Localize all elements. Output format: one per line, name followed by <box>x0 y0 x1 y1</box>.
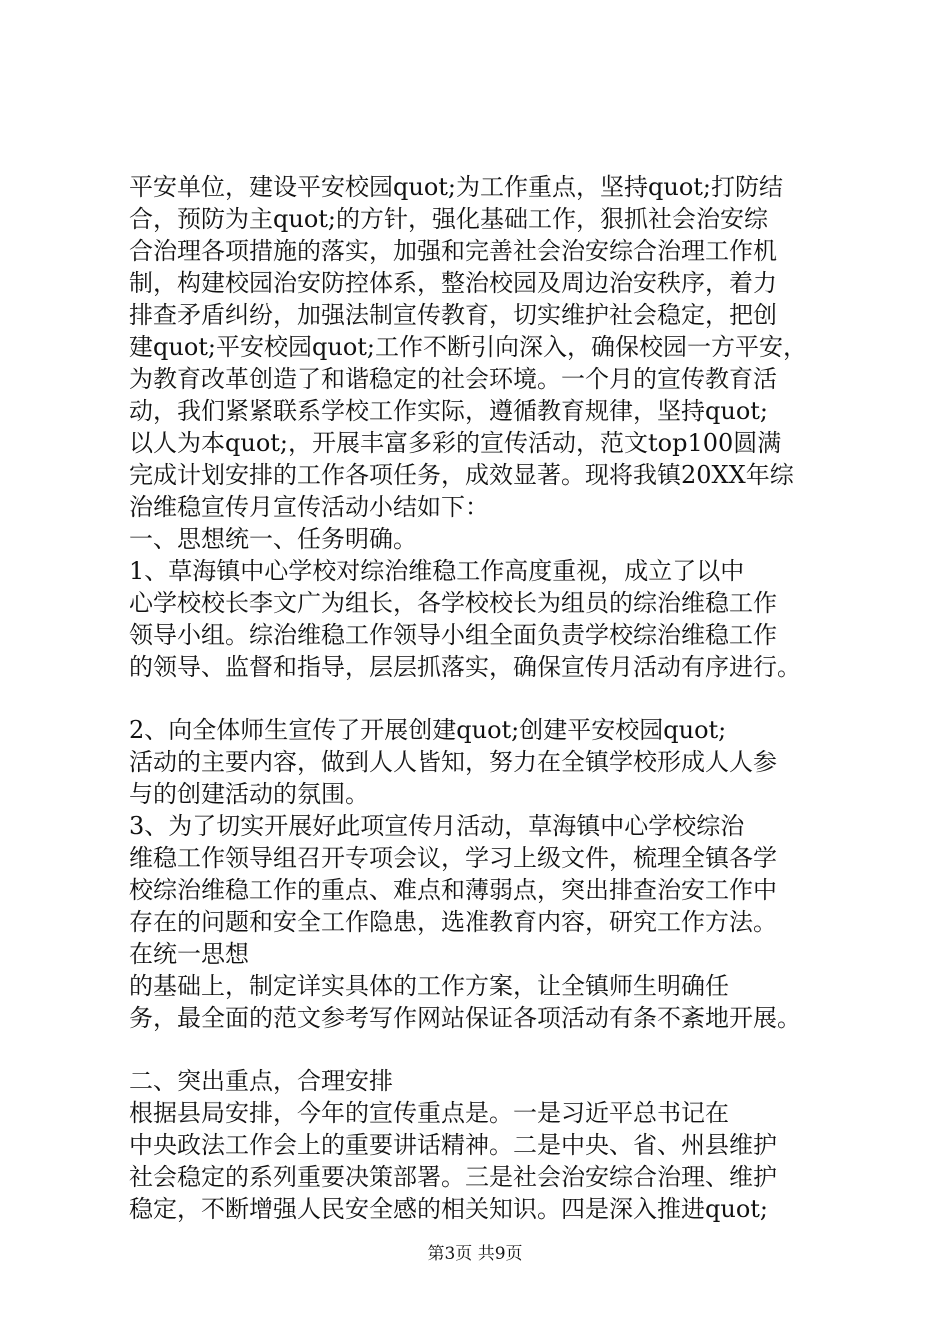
text-line: 活动的主要内容，做到人人皆知，努力在全镇学校形成人人参 <box>129 748 777 776</box>
text-line: 完成计划安排的工作各项任务，成效显著。现将我镇20XX年综 <box>129 461 794 489</box>
text-line: 与的创建活动的氛围。 <box>129 780 369 808</box>
section-heading: 一、思想统一、任务明确。 <box>129 525 417 553</box>
text-line: 排查矛盾纠纷，加强法制宣传教育，切实维护社会稳定，把创 <box>129 301 777 329</box>
text-line: 制，构建校园治安防控体系，整治校园及周边治安秩序，着力 <box>129 269 777 297</box>
text-line: 在统一思想 <box>129 940 249 968</box>
text-line: 存在的问题和安全工作隐患，选准教育内容，研究工作方法。 <box>129 908 777 936</box>
text-line: 心学校校长李文广为组长，各学校校长为组员的综治维稳工作 <box>129 589 777 617</box>
text-line: 为教育改革创造了和谐稳定的社会环境。一个月的宣传教育活 <box>129 365 777 393</box>
text-line: 根据县局安排，今年的宣传重点是。一是习近平总书记在 <box>129 1099 729 1127</box>
text-line: 务，最全面的范文参考写作网站保证各项活动有条不紊地开展。 <box>129 1004 801 1032</box>
text-line: 校综治维稳工作的重点、难点和薄弱点，突出排查治安工作中 <box>129 876 777 904</box>
text-line: 建quot;平安校园quot;工作不断引向深入，确保校园一方平安， <box>129 333 807 361</box>
text-line: 治维稳宣传月宣传活动小结如下： <box>129 493 489 521</box>
text-line: 稳定，不断增强人民安全感的相关知识。四是深入推进quot; <box>129 1195 768 1223</box>
text-line: 合治理各项措施的落实，加强和完善社会治安综合治理工作机 <box>129 237 777 265</box>
section-heading: 二、突出重点，合理安排 <box>129 1067 393 1095</box>
text-line: 社会稳定的系列重要决策部署。三是社会治安综合治理、维护 <box>129 1163 777 1191</box>
page-number-footer: 第3页 共9页 <box>427 1244 523 1264</box>
text-line: 以人为本quot;，开展丰富多彩的宣传活动，范文top100圆满 <box>129 429 782 457</box>
text-line: 3、为了切实开展好此项宣传月活动，草海镇中心学校综治 <box>129 812 745 840</box>
text-line: 1、草海镇中心学校对综治维稳工作高度重视，成立了以中 <box>129 557 745 585</box>
text-line: 动，我们紧紧联系学校工作实际，遵循教育规律，坚持quot; <box>129 397 768 425</box>
text-line: 维稳工作领导组召开专项会议，学习上级文件，梳理全镇各学 <box>129 844 777 872</box>
text-line: 领导小组。综治维稳工作领导小组全面负责学校综治维稳工作 <box>129 621 777 649</box>
text-line: 2、向全体师生宣传了开展创建quot;创建平安校园quot; <box>129 716 727 744</box>
text-line: 的基础上，制定详实具体的工作方案，让全镇师生明确任 <box>129 972 729 1000</box>
text-line: 合，预防为主quot;的方针，强化基础工作，狠抓社会治安综 <box>129 205 768 233</box>
text-line: 的领导、监督和指导，层层抓落实，确保宣传月活动有序进行。 <box>129 653 801 681</box>
text-line: 中央政法工作会上的重要讲话精神。二是中央、省、州县维护 <box>129 1131 777 1159</box>
text-line: 平安单位，建设平安校园quot;为工作重点，坚持quot;打防结 <box>129 173 783 201</box>
